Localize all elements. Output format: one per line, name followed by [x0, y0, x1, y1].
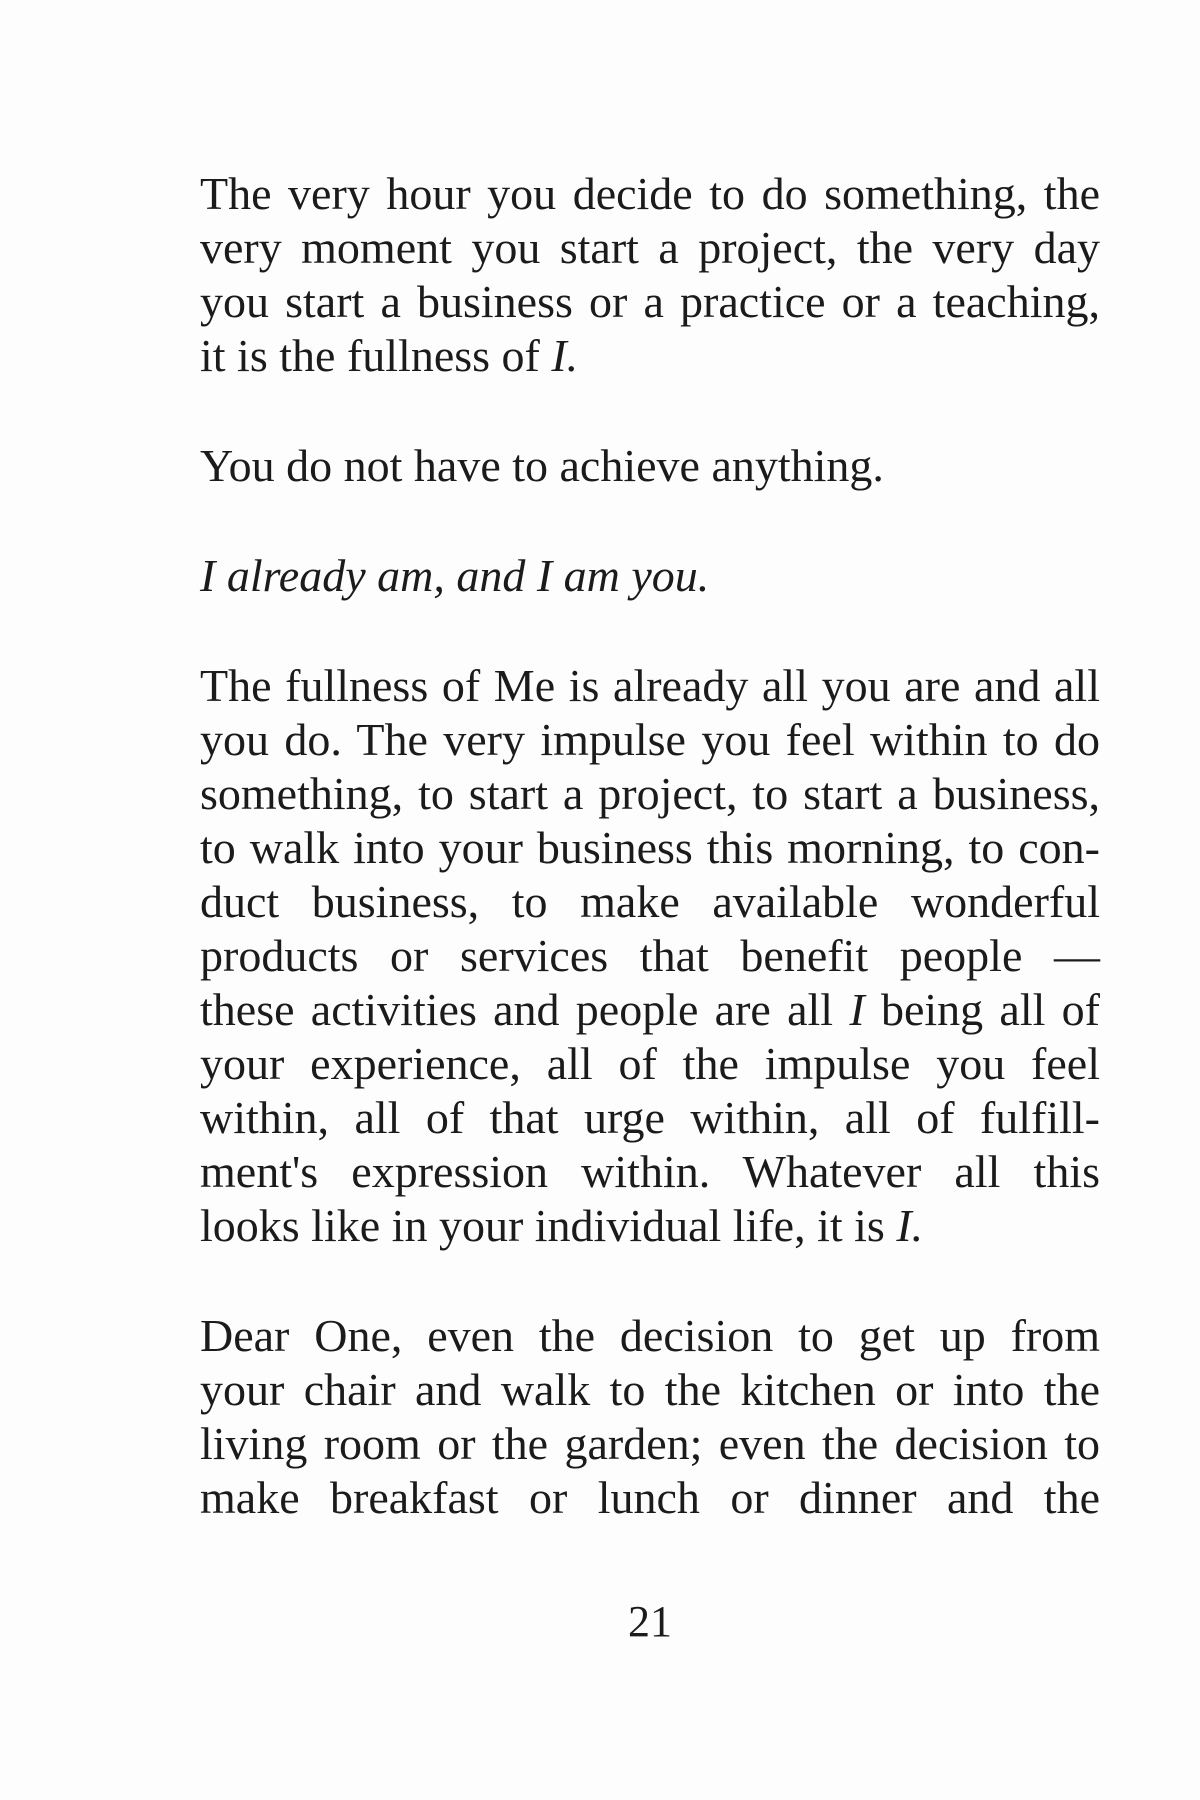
italic-text-run: I already am, and I am you.	[200, 550, 710, 601]
text-line	[200, 1417, 1100, 1471]
paragraph	[200, 659, 1100, 1253]
text-line	[200, 1199, 1100, 1253]
text-run: these activities and people are all	[200, 984, 850, 1035]
text-run: Dear One, even the decision to get up from	[200, 1310, 1100, 1361]
italic-text-run: I.	[551, 330, 579, 381]
text-line	[200, 439, 1100, 493]
text-run: within, all of that urge within, all of fulfill-	[200, 1092, 1100, 1143]
text-run: You do not have to achieve anything.	[200, 440, 884, 491]
text-run: living room or the garden; even the decision to	[200, 1418, 1100, 1469]
text-run: very moment you start a project, the very day	[200, 222, 1100, 273]
paragraph	[200, 1309, 1100, 1525]
text-line	[200, 659, 1100, 713]
text-run: being all of	[864, 984, 1100, 1035]
text-line	[200, 329, 1100, 383]
paragraph	[200, 167, 1100, 383]
text-line	[200, 1363, 1100, 1417]
text-line	[200, 767, 1100, 821]
text-run: products or services that benefit people —	[200, 930, 1100, 981]
text-line	[200, 1091, 1100, 1145]
text-line	[200, 929, 1100, 983]
text-run: you do. The very impulse you feel within to do	[200, 714, 1100, 765]
text-run: ment's expression within. Whatever all this	[200, 1146, 1100, 1197]
text-run: it is the fullness of	[200, 330, 552, 381]
text-line	[200, 713, 1100, 767]
paragraph	[200, 439, 1100, 493]
text-run: to walk into your business this morning, to con-	[200, 822, 1100, 873]
text-run: your chair and walk to the kitchen or into the	[200, 1364, 1100, 1415]
text-line	[200, 1145, 1100, 1199]
text-run: The fullness of Me is already all you are and all	[200, 660, 1100, 711]
text-run: your experience, all of the impulse you feel	[200, 1038, 1100, 1089]
text-line	[200, 1037, 1100, 1091]
text-run: you start a business or a practice or a teaching,	[200, 276, 1100, 327]
italic-text-run: I	[849, 984, 865, 1035]
text-line	[200, 275, 1100, 329]
text-run: looks like in your individual life, it is	[200, 1200, 897, 1251]
text-run: duct business, to make available wonderful	[200, 876, 1100, 927]
page-number: 21	[628, 1597, 672, 1646]
text-line	[200, 221, 1100, 275]
text-run: The very hour you decide to do something, the	[200, 168, 1100, 219]
text-line	[200, 1471, 1100, 1525]
text-line	[200, 821, 1100, 875]
text-line	[200, 983, 1100, 1037]
text-line	[200, 167, 1100, 221]
text-line	[200, 1309, 1100, 1363]
text-run: make breakfast or lunch or dinner and the	[200, 1472, 1100, 1523]
italic-text-run: I.	[896, 1200, 924, 1251]
text-line	[200, 875, 1100, 929]
text-line	[200, 549, 1100, 603]
text-block	[200, 0, 1100, 1525]
paragraph	[200, 549, 1100, 603]
text-run: something, to start a project, to start a business,	[200, 768, 1100, 819]
